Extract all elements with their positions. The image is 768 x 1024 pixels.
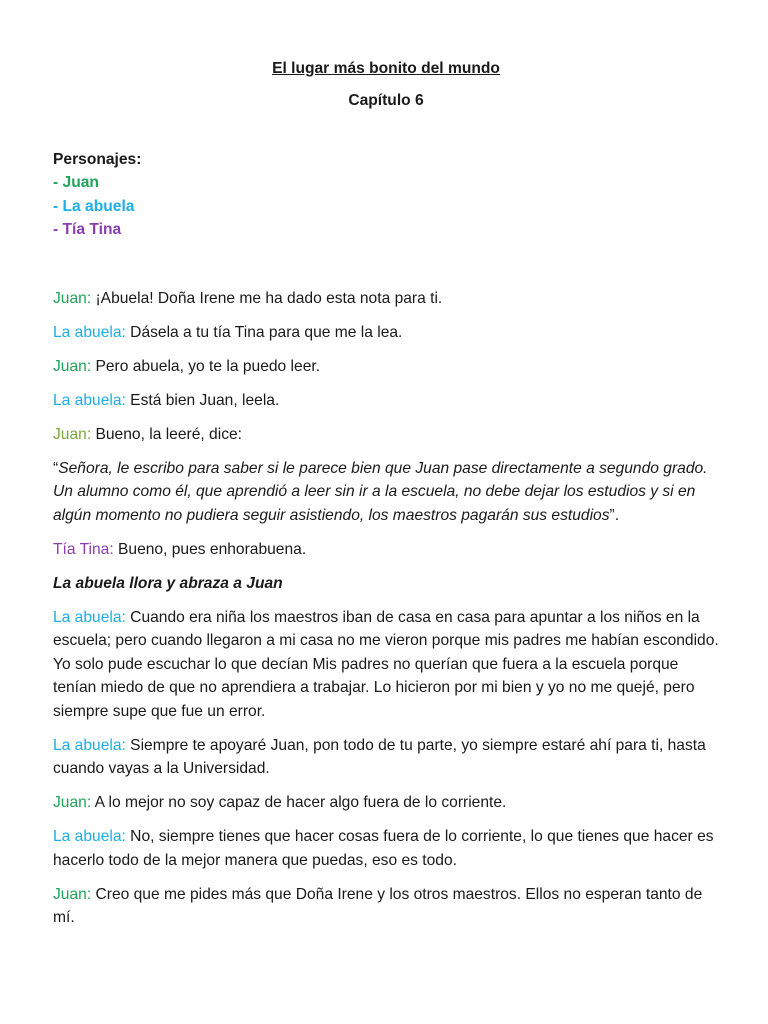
dialogue-line bbox=[53, 791, 719, 815]
dialogue-line bbox=[53, 287, 719, 311]
dialogue-line bbox=[53, 423, 719, 447]
dialogue-text: Cuando era niña los maestros iban de casa en casa para apuntar a los niños en la escuela; pero cuando llegaron a mi casa no me vieron porque mis padres me habían escondido. Yo solo pude escuchar lo que decían Mis padres no querían que fuera a la escuela porque tenían miedo de que no aprendiera a trabajar. Lo hicieron por mi bien y yo no me quejé, pero siempre supe que fue un error. bbox=[53, 608, 719, 720]
dialogue-line bbox=[53, 606, 719, 724]
cast-item-abuela: - La abuela bbox=[53, 197, 135, 215]
dialogue-text: Bueno, pues enhorabuena. bbox=[113, 540, 307, 558]
chapter-heading: Capítulo 6 bbox=[348, 92, 424, 109]
dialogue-text: Bueno, la leeré, dice: bbox=[91, 425, 242, 443]
speaker-name: Juan: bbox=[53, 289, 92, 307]
dialogue-line bbox=[53, 389, 719, 413]
dialogue-list bbox=[53, 287, 719, 930]
dialogue-text: Creo que me pides más que Doña Irene y los otros maestros. Ellos no esperan tanto de mí. bbox=[53, 885, 703, 926]
dialogue-text: No, siempre tienes que hacer cosas fuera de lo corriente, lo que tienes que hacer es hacerlo todo de la mejor manera que puedas, eso es todo. bbox=[53, 828, 714, 869]
letter-quote bbox=[53, 457, 719, 528]
dialogue-line bbox=[53, 538, 719, 562]
dialogue-text: ¡Abuela! Doña Irene me ha dado esta nota para ti. bbox=[91, 289, 443, 307]
speaker-name: La abuela: bbox=[53, 323, 126, 341]
cast-item-tina: - Tía Tina bbox=[53, 221, 122, 238]
speaker-name: Tía Tina: bbox=[53, 540, 114, 558]
letter-open-quote: “ bbox=[53, 459, 59, 477]
speaker-name: La abuela: bbox=[53, 391, 126, 409]
dialogue-line bbox=[53, 734, 719, 781]
speaker-name: Juan: bbox=[53, 357, 92, 375]
dialogue-text: Está bien Juan, leela. bbox=[125, 391, 280, 409]
letter-text: Señora, le escribo para saber si le parece bien que Juan pase directamente a segundo grado. Un alumno como él, que aprendió a leer sin ir a la escuela, no debe dejar los estudios y si en algún momento no pudiera seguir asistiendo, los maestros pagarán sus estudios bbox=[53, 459, 708, 524]
dialogue-line bbox=[53, 825, 719, 872]
document-title: El lugar más bonito del mundo bbox=[272, 60, 500, 77]
speaker-name: Juan: bbox=[53, 425, 92, 443]
cast-list bbox=[53, 148, 719, 242]
dialogue-text: A lo mejor no soy capaz de hacer algo fuera de lo corriente. bbox=[91, 794, 507, 811]
dialogue-line bbox=[53, 321, 719, 345]
speaker-name: La abuela: bbox=[53, 736, 126, 754]
dialogue-text: Pero abuela, yo te la puedo leer. bbox=[91, 357, 321, 375]
dialogue-line bbox=[53, 355, 719, 379]
letter-close-quote: ”. bbox=[609, 506, 620, 524]
speaker-name: Juan: bbox=[53, 794, 92, 811]
cast-heading: Personajes: bbox=[53, 150, 142, 168]
dialogue-line bbox=[53, 883, 719, 930]
dialogue-text: Siempre te apoyaré Juan, pon todo de tu parte, yo siempre estaré ahí para ti, hasta cuando vayas a la Universidad. bbox=[53, 736, 706, 777]
cast-item-juan: - Juan bbox=[53, 174, 99, 191]
document-page bbox=[53, 57, 719, 940]
speaker-name: La abuela: bbox=[53, 828, 126, 845]
speaker-name: La abuela: bbox=[53, 608, 126, 626]
dialogue-text: Dásela a tu tía Tina para que me la lea. bbox=[125, 323, 403, 341]
stage-direction: La abuela llora y abraza a Juan bbox=[53, 574, 283, 592]
speaker-name: Juan: bbox=[53, 885, 92, 903]
